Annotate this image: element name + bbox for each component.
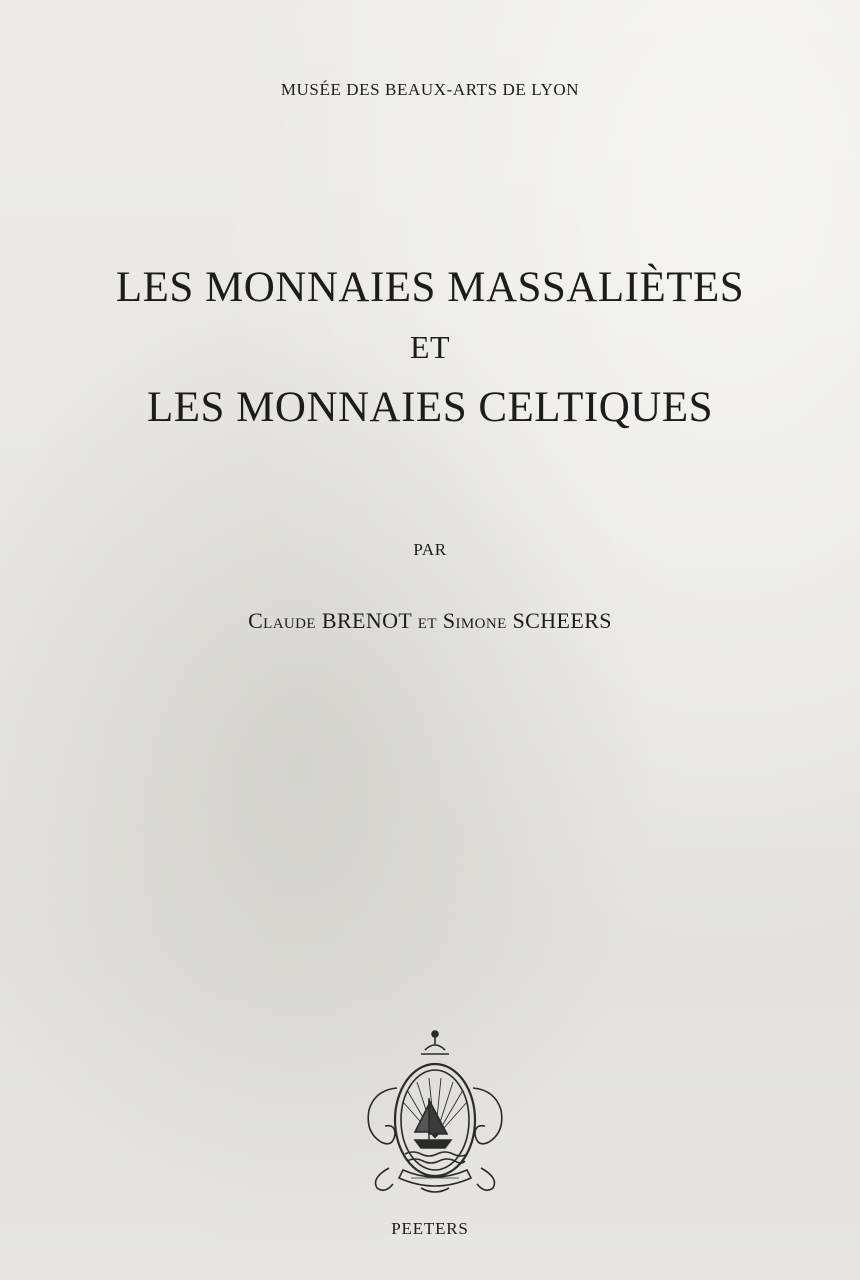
- author-2-last-name: SCHEERS: [512, 608, 612, 633]
- authors-line: [0, 608, 860, 634]
- author-2-first-name: Simone: [442, 608, 507, 633]
- title-conjunction: ET: [409, 329, 451, 365]
- authors-conjunction: et: [417, 608, 437, 633]
- title-line-1: LES MONNAIES MASSALIÈTES: [115, 264, 745, 311]
- author-1-first-name: Claude: [248, 608, 316, 633]
- museum-name: MUSÉE DES BEAUX-ARTS DE LYON: [280, 80, 580, 99]
- ship-emblem-icon: [355, 1028, 515, 1198]
- title-line-2: LES MONNAIES CELTIQUES: [146, 384, 714, 431]
- by-label: PAR: [413, 540, 447, 559]
- author-1-last-name: BRENOT: [321, 608, 412, 633]
- publisher-name: PEETERS: [391, 1219, 469, 1238]
